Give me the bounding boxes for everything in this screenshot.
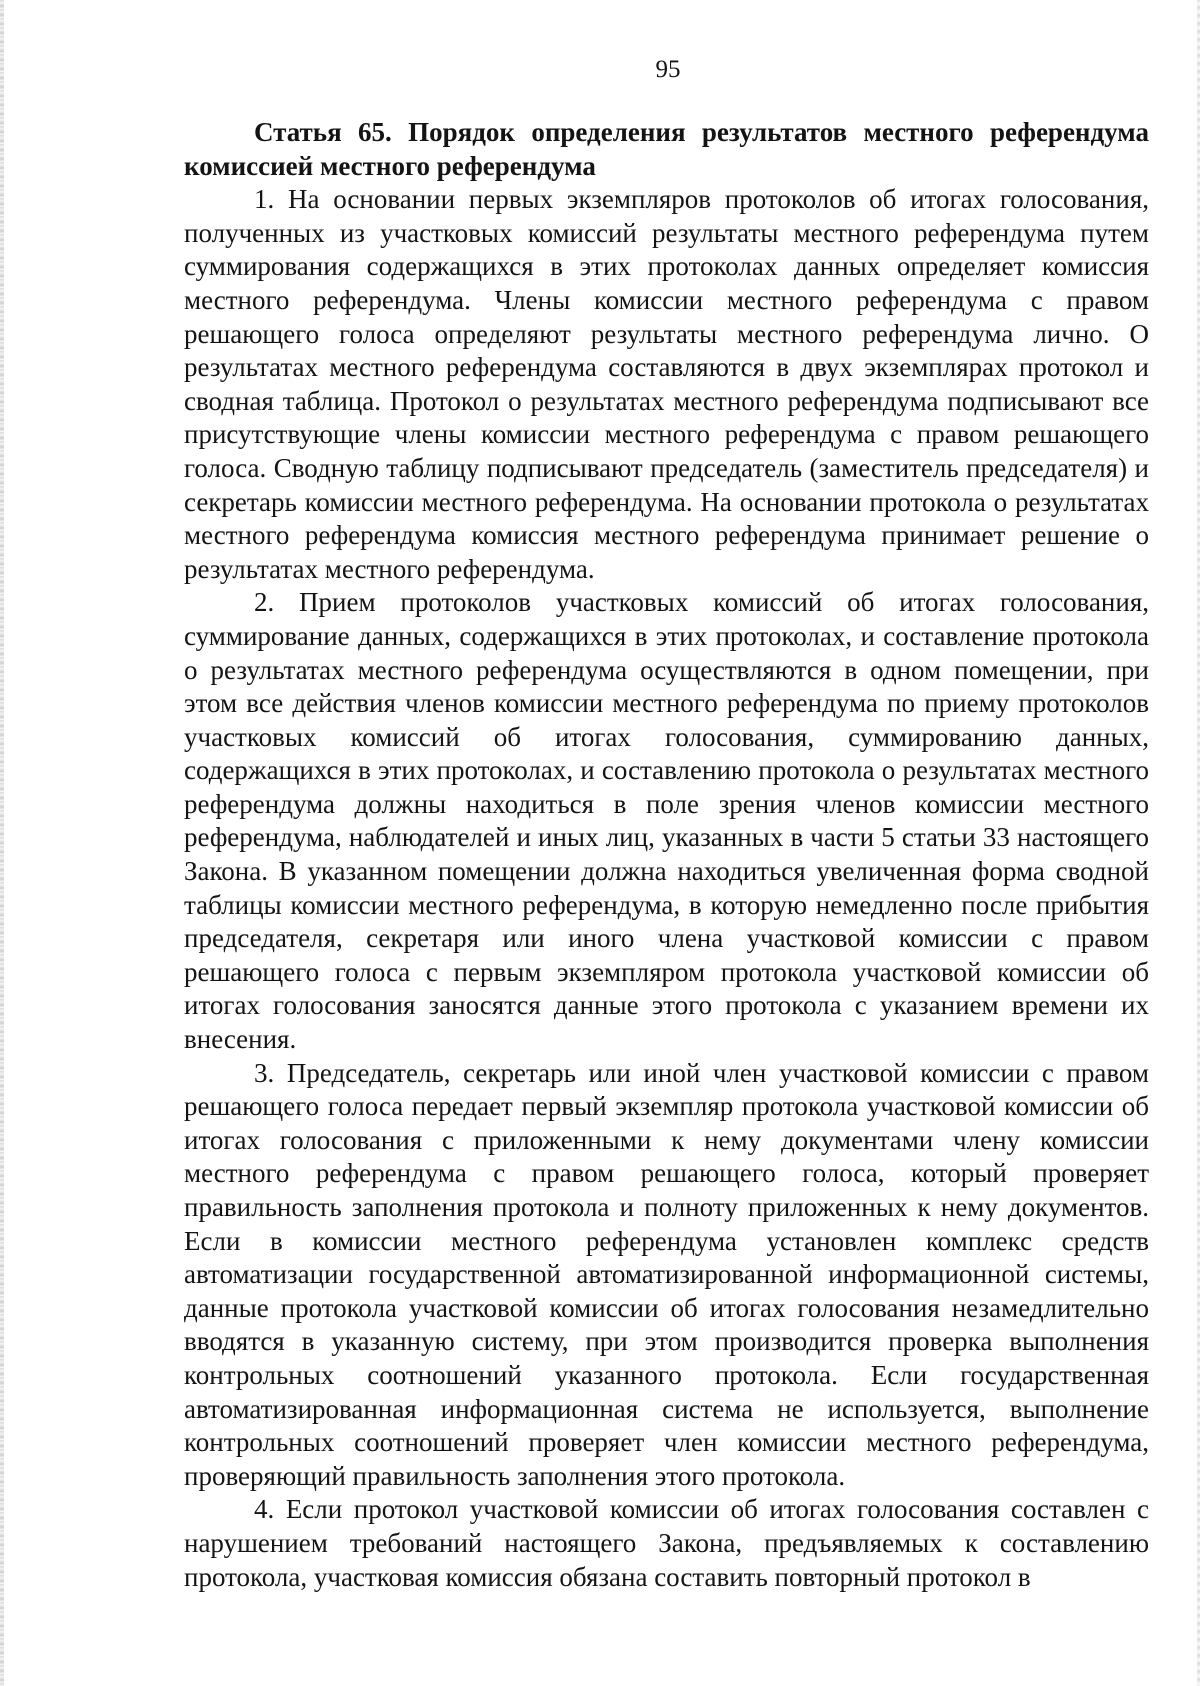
article-title: Статья 65. Порядок определения результатов местного референдума комиссией местного референдума — [184, 117, 1149, 181]
page-number: 95 — [655, 56, 681, 83]
paragraph-2: 2. Прием протоколов участковых комиссий об итогах голосования, суммирование данных, содержащихся в этих протоколах, и составление протокола о результатах местного референдума осуществляются в одном помещении, при этом все действия членов комиссии местного референдума по приему протоколов участковых комиссий об итогах голосования, суммированию данных, содержащихся в этих протоколах, и составлению протокола о результатах местного референдума должны находиться в поле зрения членов комиссии местного референдума, наблюдателей и иных лиц, указанных в части 5 статьи 33 настоящего Закона. В указанном помещении должна находиться увеличенная форма сводной таблицы комиссии местного референдума, в которую немедленно после прибытия председателя, секретаря или иного члена участковой комиссии с правом решающего голоса с первым экземпляром протокола участковой комиссии об итогах голосования заносятся данные этого протокола с указанием времени их внесения. — [184, 587, 1149, 1055]
document-body — [184, 116, 1149, 1594]
scan-edge-left — [0, 0, 4, 1686]
paragraph-4: 4. Если протокол участковой комиссии об итогах голосования составлен с нарушением требований настоящего Закона, предъявляемых к составлению протокола, участковая комиссия обязана составить повторный протокол в — [184, 1494, 1149, 1592]
paragraph-1: 1. На основании первых экземпляров протоколов об итогах голосования, полученных из участковых комиссий результаты местного референдума путем суммирования содержащихся в этих протоколах данных определяет комиссия местного референдума. Члены комиссии местного референдума с правом решающего голоса определяют результаты местного референдума лично. О результатах местного референдума составляются в двух экземплярах протокол и сводная таблица. Протокол о результатах местного референдума подписывают все присутствующие члены комиссии местного референдума с правом решающего голоса. Сводную таблицу подписывают председатель (заместитель председателя) и секретарь комиссии местного референдума. На основании протокола о результатах местного референдума комиссия местного референдума принимает решение о результатах местного референдума. — [184, 184, 1149, 584]
paragraph-3: 3. Председатель, секретарь или иной член участковой комиссии с правом решающего голоса передает первый экземпляр протокола участковой комиссии об итогах голосования с приложенными к нему документами члену комиссии местного референдума с правом решающего голоса, который проверяет правильность заполнения протокола и полноту приложенных к нему документов. Если в комиссии местного референдума установлен комплекс средств автоматизации государственной автоматизированной информационной системы, данные протокола участковой комиссии об итогах голосования незамедлительно вводятся в указанную систему, при этом производится проверка выполнения контрольных соотношений указанного протокола. Если государственная автоматизированная информационная система не используется, выполнение контрольных соотношений проверяет член комиссии местного референдума, проверяющий правильность заполнения этого протокола. — [184, 1057, 1149, 1491]
